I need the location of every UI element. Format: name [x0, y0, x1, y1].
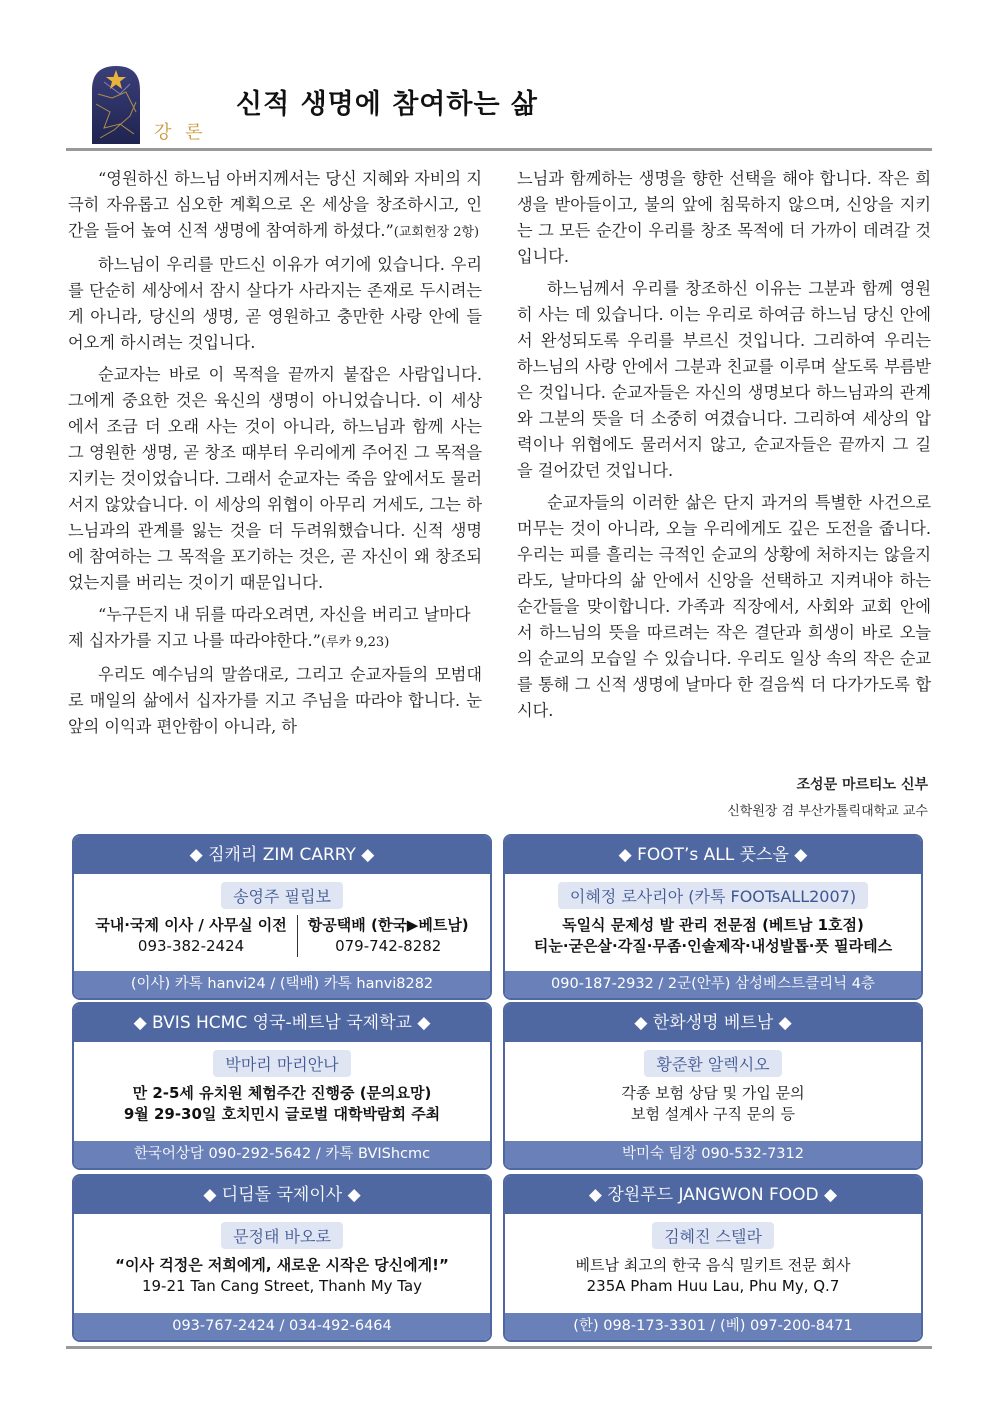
ad-hanwha [503, 1002, 923, 1170]
ad-contact-name: 이혜정 로사리아 (카톡 FOOTsALL2007) [558, 882, 868, 909]
ad-footer: (한) 098-173-3301 / (베) 097-200-8471 [505, 1313, 921, 1340]
ad-didimdol [72, 1174, 492, 1342]
article-paragraph: 순교자들의 이러한 삶은 단지 과거의 특별한 사건으로 머무는 것이 아니라, 오늘 우리에게도 깊은 도전을 줍니다. 우리는 피를 흘리는 극적인 순교의 상황에 처하지는 않을지라도, 날마다의 삶 안에서 신앙을 선택하고 지켜내야 하는 순간들을 맞이합니다. 가족과 직장에서, 사회와 교회 안에서 하느님의 뜻을 따르려는 작은 결단과 희생이 바로 오늘의 순교의 모습일 수 있습니다. 우리도 일상 속의 작은 순교를 통해 그 신적 생명에 날마다 한 걸음씩 더 다가가도록 합시다. [517, 493, 931, 720]
ad-footer: 한국어상담 090-292-5642 / 카톡 BVIShcmc [74, 1141, 490, 1168]
ad-contact-name: 황준환 알렉시오 [644, 1050, 781, 1077]
ad-header: ◆ 장원푸드 JANGWON FOOD ◆ [505, 1176, 921, 1214]
article-paragraph: 순교자는 바로 이 목적을 끝까지 붙잡은 사람입니다. 그에게 중요한 것은 육신의 생명이 아니었습니다. 이 세상에서 조금 더 오래 사는 것이 아니라, 하느님과 함께 사는 그 영원한 생명, 곧 창조 때부터 우리에게 주어진 그 목적을 지키는 것이었습니다. 그래서 순교자는 죽음 앞에서도 물러서지 않았습니다. 이 세상의 위협이 아무리 거세도, 그는 하느님과의 관계를 잃는 것을 더 두려워했습니다. 신적 생명에 참여하는 그 목적을 포기하는 것은, 곧 자신이 왜 창조되었는지를 버리는 것이기 때문입니다. [68, 365, 482, 592]
ad-header: ◆ 짐캐리 ZIM CARRY ◆ [74, 836, 490, 874]
ad-contact-name: 김혜진 스텔라 [652, 1222, 774, 1249]
ad-line: 각종 보험 상담 및 가입 문의 [621, 1084, 805, 1102]
author-name: 조성문 마르티노 신부 [796, 777, 928, 793]
ad-footer: (이사) 카톡 hanvi24 / (택배) 카톡 hanvi8282 [74, 971, 490, 998]
ad-address: 19-21 Tan Cang Street, Thanh My Tay [141, 1277, 423, 1295]
ad-footer: 093-767-2424 / 034-492-6464 [74, 1313, 490, 1340]
section-label: 강 론 [154, 122, 207, 143]
ad-jangwon-food [503, 1174, 923, 1342]
ad-zim-carry [72, 834, 492, 1000]
stained-glass-logo-icon [90, 64, 142, 144]
article-paragraph: “영원하신 하느님 아버지께서는 당신 지혜와 자비의 지극히 자유롭고 심오한 계획으로 온 세상을 창조하시고, 인간을 들어 높여 신적 생명에 참여하게 하셨다.”(교회헌장 2항) [68, 169, 482, 240]
article-left-column [68, 166, 482, 746]
ad-contact-name: 문정태 바오로 [221, 1222, 343, 1249]
ad-header: ◆ 디딤돌 국제이사 ◆ [74, 1176, 490, 1214]
article-paragraph: 우리도 예수님의 말씀대로, 그리고 순교자들의 모범대로 매일의 삶에서 십자가를 지고 주님을 따라야 합니다. 눈앞의 이익과 편안함이 아니라, 하 [68, 665, 482, 736]
article-paragraph: 하느님께서 우리를 창조하신 이유는 그분과 함께 영원히 사는 데 있습니다. 이는 우리로 하여금 하느님 당신 안에서 완성되도록 우리를 부르신 것입니다. 그리하여 우리는 하느님의 사랑 안에서 그분과 친교를 이루며 살도록 부름받은 것입니다. 순교자들은 자신의 생명보다 하느님과의 관계와 그분의 뜻을 더 소중히 여겼습니다. 그리하여 세상의 압력이나 위협에도 물러서지 않고, 순교자들은 끝까지 그 길을 걸어갔던 것입니다. [517, 279, 931, 480]
page-header [66, 60, 932, 148]
ad-line: 보험 설계사 구직 문의 등 [631, 1105, 795, 1123]
ad-service-courier: 항공택배 (한국▶베트남) 079-742-8282 [307, 916, 469, 955]
ad-foots-all [503, 834, 923, 1000]
bible-quote: “누구든지 내 뒤를 따라오려면, 자신을 버리고 날마다 제 십자가를 지고 나를 따라야한다.”(루카 9,23) [68, 605, 471, 650]
ad-line: 9월 29-30일 호치민시 글로벌 대학박람회 주최 [123, 1105, 441, 1123]
ad-header: ◆ 한화생명 베트남 ◆ [505, 1004, 921, 1042]
ad-services [74, 915, 490, 957]
header-divider [66, 148, 932, 151]
ad-line: 만 2-5세 유치원 체험주간 진행중 (문의요망) [132, 1084, 432, 1102]
page-title: 신적 생명에 참여하는 삶 [236, 89, 539, 120]
ad-slogan: “이사 걱정은 저희에게, 새로운 시작은 당신에게!” [115, 1256, 449, 1274]
ad-service-moving: 국내·국제 이사 / 사무실 이전 093-382-2424 [85, 915, 297, 957]
article-paragraph: 하느님이 우리를 만드신 이유가 여기에 있습니다. 우리를 단순히 세상에서 잠시 살다가 사라지는 존재로 두시려는 게 아니라, 당신의 생명, 곧 영원하고 충만한 사랑 안에 들어오게 하시려는 것입니다. [68, 255, 482, 352]
ad-footer: 090-187-2932 / 2군(안푸) 삼성베스트클리닉 4층 [505, 971, 921, 998]
ad-header: ◆ BVIS HCMC 영국-베트남 국제학교 ◆ [74, 1004, 490, 1042]
article-paragraph: 느님과 함께하는 생명을 향한 선택을 해야 합니다. 작은 희생을 받아들이고, 불의 앞에 침묵하지 않으며, 신앙을 지키는 그 모든 순간이 우리를 창조 목적에 더 가까이 데려갈 것입니다. [517, 169, 931, 266]
ad-line: 베트남 최고의 한국 음식 밀키트 전문 회사 [575, 1256, 851, 1274]
ad-header: ◆ FOOT’s ALL 풋스올 ◆ [505, 836, 921, 874]
footer-divider [66, 1346, 932, 1349]
ad-bvis [72, 1002, 492, 1170]
ad-footer: 박미숙 팀장 090-532-7312 [505, 1141, 921, 1168]
article-right-column [517, 166, 931, 730]
ad-line: 독일식 문제성 발 관리 전문점 (베트남 1호점) [562, 916, 864, 934]
ad-line: 티눈·굳은살·각질·무좀·인솔제작·내성발톱·풋 필라테스 [533, 937, 893, 955]
author-title: 신학원장 겸 부산가톨릭대학교 교수 [727, 804, 928, 819]
ad-contact-name: 박마리 마리안나 [213, 1050, 350, 1077]
ad-contact-name: 송영주 필립보 [221, 882, 343, 909]
ad-address: 235A Pham Huu Lau, Phu My, Q.7 [586, 1277, 840, 1295]
